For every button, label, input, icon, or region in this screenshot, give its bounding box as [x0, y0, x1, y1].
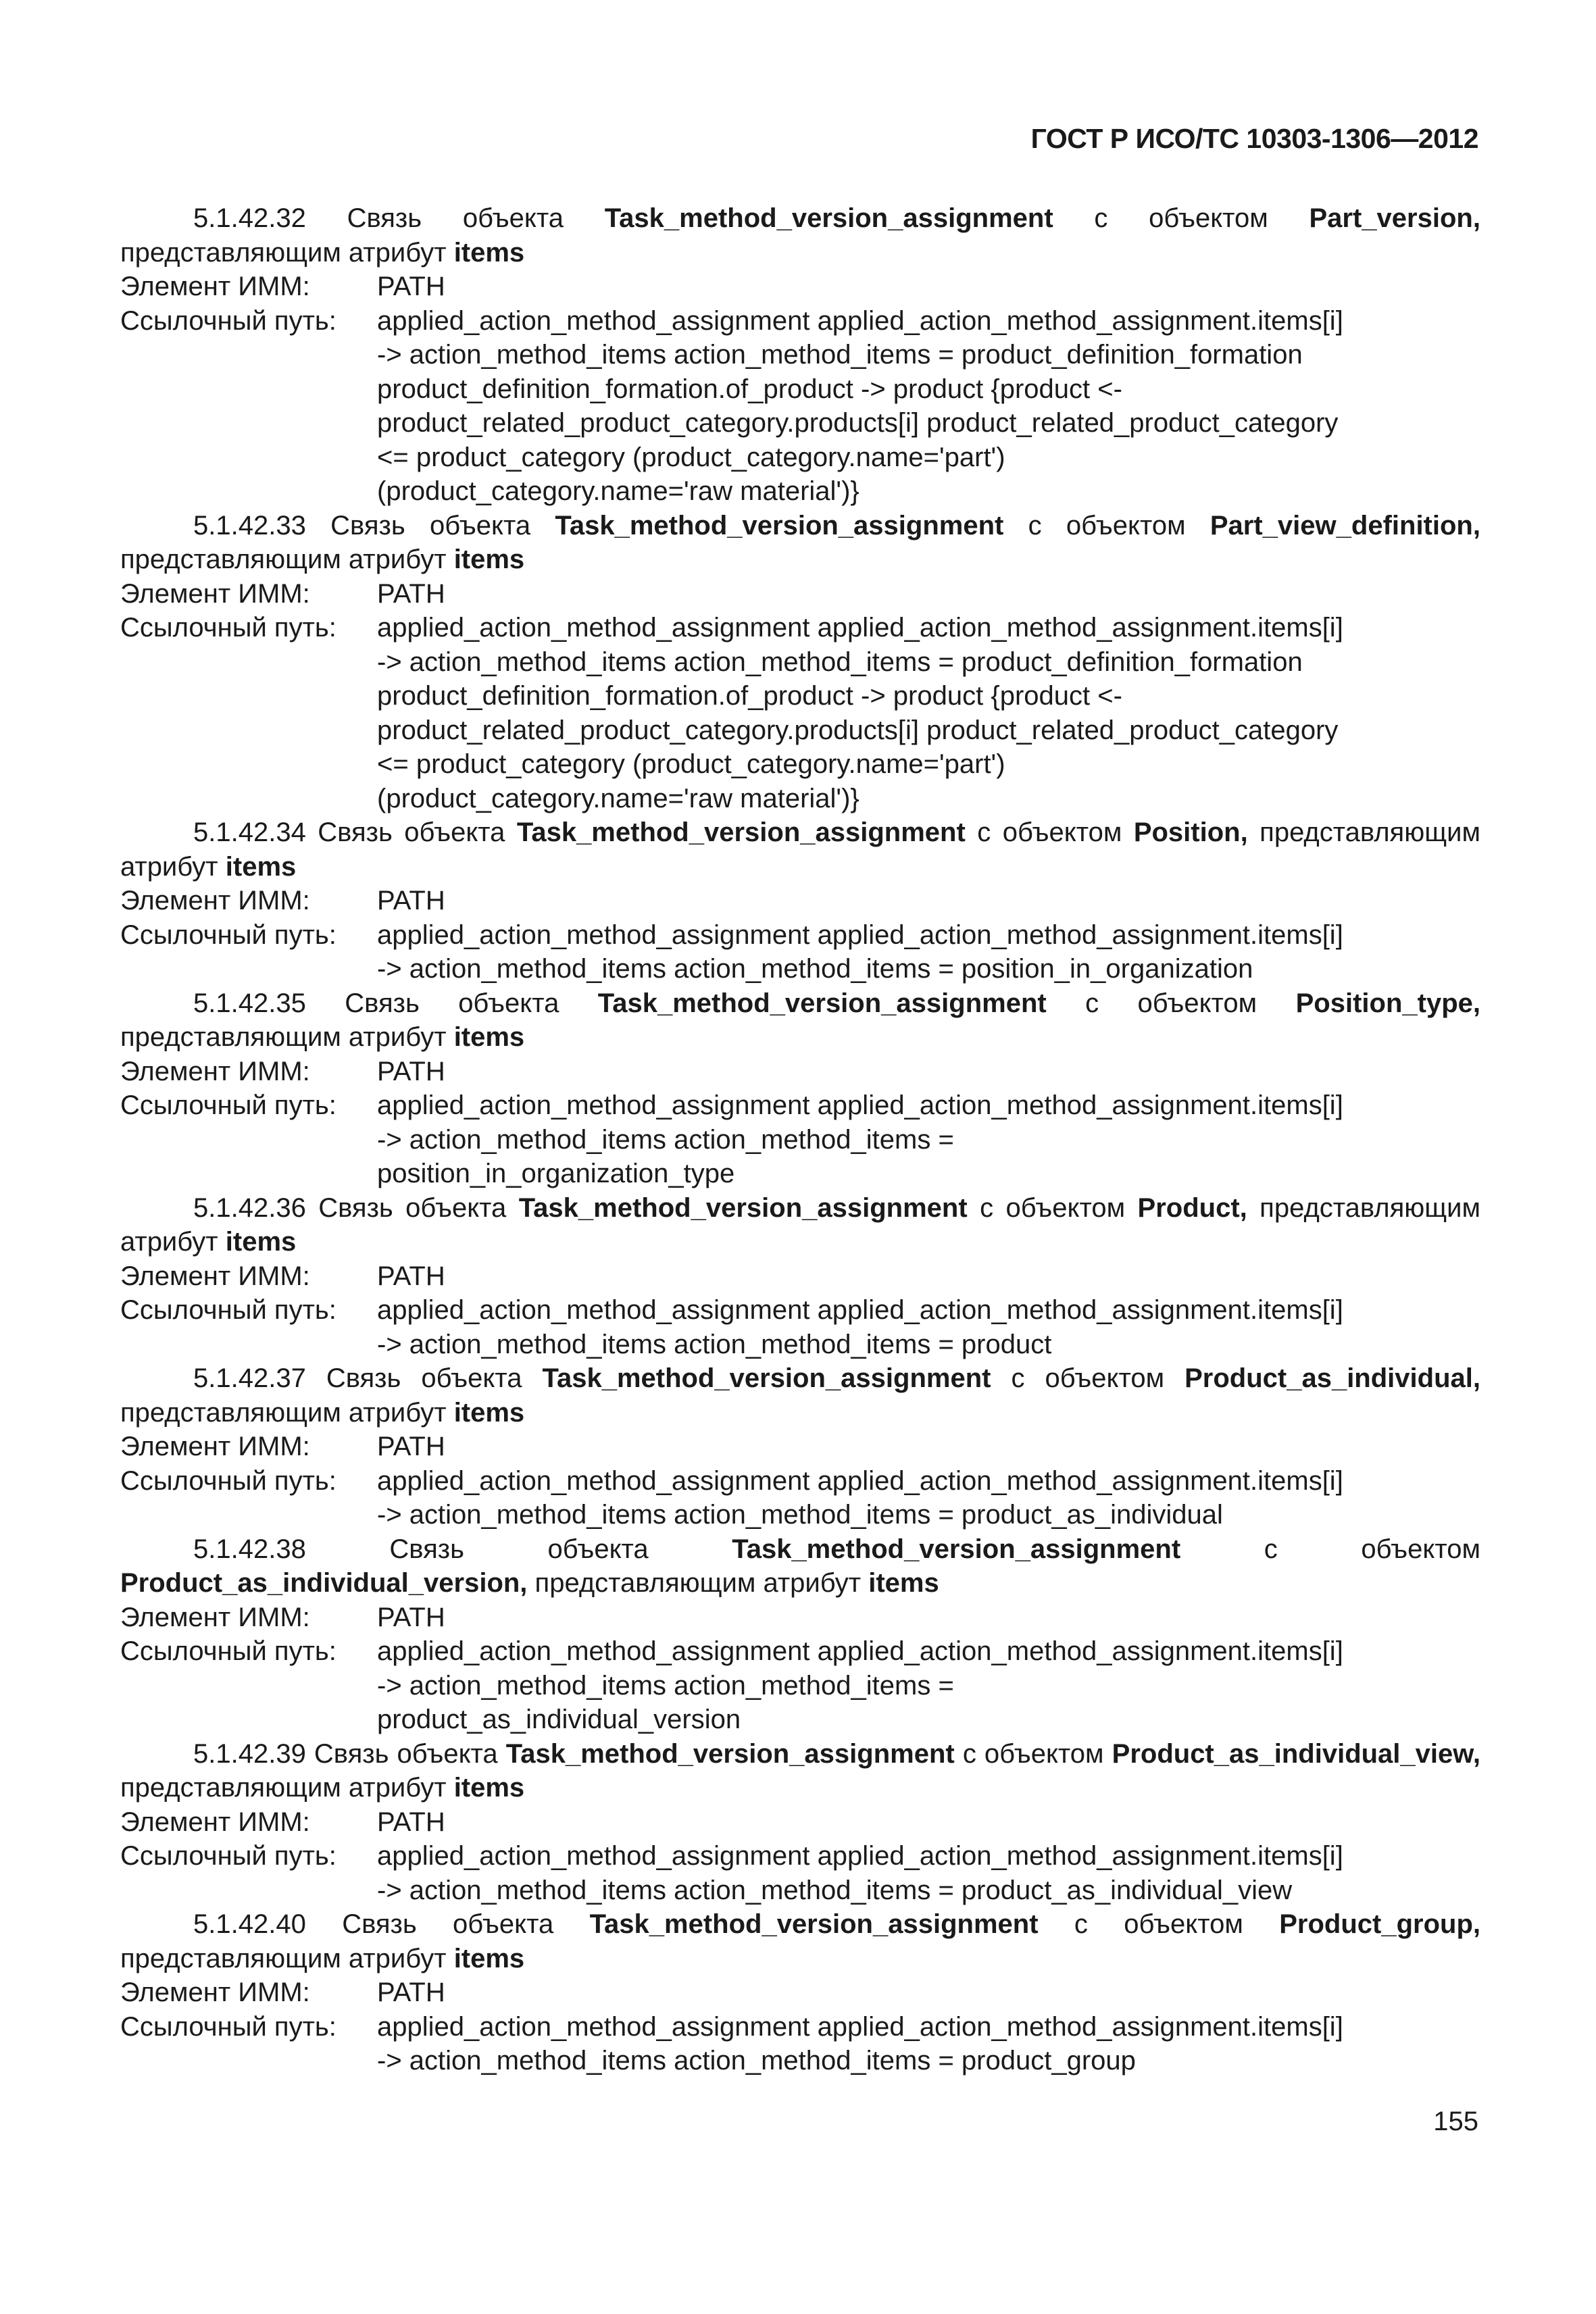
heading-text: с объектом: [1074, 1909, 1243, 1939]
attribute-name: items: [868, 1568, 939, 1598]
reference-path-value: [377, 304, 1480, 509]
section-number: 5.1.42.40: [193, 1909, 306, 1939]
section-5-1-42-38: [120, 1532, 1480, 1737]
section-5-1-42-34: [120, 815, 1480, 986]
document-header: ГОСТ Р ИСО/ТС 10303-1306—2012: [1030, 123, 1478, 154]
section-heading: [120, 1737, 1480, 1805]
heading-text: с объектом: [1011, 1363, 1165, 1393]
reference-path-row: [120, 2010, 1480, 2078]
section-number: 5.1.42.37: [193, 1363, 306, 1393]
heading-text: представляющим атрибут: [120, 1022, 447, 1052]
target-entity-name: Product_as_individual,: [1184, 1363, 1480, 1393]
section-heading: [120, 1191, 1480, 1259]
section-number: 5.1.42.35: [193, 988, 306, 1018]
path-line: applied_action_method_assignment applied_action_method_assignment.items[i]: [377, 1295, 1343, 1325]
heading-text: с объектом: [1028, 510, 1186, 540]
section-number: 5.1.42.34: [193, 818, 306, 847]
section-number: 5.1.42.38: [193, 1534, 306, 1564]
element-label: Элемент ИММ:: [120, 886, 310, 915]
element-row: [120, 1601, 1480, 1635]
path-line: -> action_method_items action_method_items =: [377, 1670, 954, 1701]
path-line: (product_category.name='raw material')}: [377, 476, 859, 506]
path-line: position_in_organization_type: [377, 1159, 735, 1188]
path-line: applied_action_method_assignment applied_action_method_assignment.items[i]: [377, 2011, 1343, 2042]
section-5-1-42-32: [120, 201, 1480, 509]
element-value: PATH: [377, 578, 445, 609]
section-heading: [120, 201, 1480, 270]
heading-text: с объектом: [962, 1738, 1104, 1769]
element-value: PATH: [377, 272, 445, 301]
element-label: Элемент ИММ:: [120, 1056, 310, 1086]
heading-text: представляющим атрибут: [120, 545, 447, 574]
heading-text: представляющим атрибут: [120, 1773, 447, 1803]
reference-path-row: [120, 1088, 1480, 1191]
section-number: 5.1.42.39: [193, 1738, 306, 1769]
target-entity-name: Product,: [1137, 1192, 1247, 1223]
reference-path-value: [377, 1464, 1480, 1532]
attribute-name: items: [225, 851, 297, 882]
attribute-name: items: [453, 1022, 525, 1052]
element-row: [120, 884, 1480, 918]
heading-text: Связь объекта: [318, 818, 505, 847]
reference-path-row: [120, 1464, 1480, 1532]
reference-path-value: [377, 918, 1480, 986]
attribute-name: items: [453, 1397, 525, 1428]
section-number: 5.1.42.36: [193, 1192, 306, 1223]
reference-path-value: [377, 611, 1480, 815]
path-line: product_definition_formation.of_product -> product {product <-: [377, 681, 1122, 711]
attribute-name: items: [453, 1773, 525, 1803]
section-number: 5.1.42.33: [193, 510, 306, 540]
entity-name: Task_method_version_assignment: [597, 988, 1047, 1018]
path-line: -> action_method_items action_method_items = product: [377, 1329, 1052, 1359]
entity-name: Task_method_version_assignment: [505, 1738, 955, 1769]
path-line: product_related_product_category.products[i] product_related_product_category: [377, 715, 1339, 745]
heading-text: с объектом: [1094, 203, 1268, 233]
reference-path-value: [377, 1088, 1480, 1191]
heading-text: представляющим атрибут: [120, 1192, 1480, 1257]
reference-path-label: Ссылочный путь:: [120, 1465, 336, 1496]
heading-text: представляющим атрибут: [534, 1568, 862, 1598]
element-value: PATH: [377, 1432, 445, 1461]
entity-name: Task_method_version_assignment: [589, 1909, 1039, 1939]
section-5-1-42-35: [120, 986, 1480, 1191]
reference-path-row: [120, 611, 1480, 815]
element-value: PATH: [377, 1807, 445, 1837]
target-entity-name: Product_group,: [1279, 1909, 1481, 1939]
path-line: product_related_product_category.products[i] product_related_product_category: [377, 408, 1339, 438]
reference-path-value: [377, 1839, 1480, 1907]
reference-path-row: [120, 304, 1480, 509]
element-value: PATH: [377, 1978, 445, 2007]
target-entity-name: Position,: [1133, 818, 1248, 847]
reference-path-label: Ссылочный путь:: [120, 1090, 336, 1120]
section-5-1-42-40: [120, 1907, 1480, 2078]
sections-list: [120, 201, 1480, 2078]
entity-name: Task_method_version_assignment: [555, 510, 1004, 540]
path-line: (product_category.name='raw material')}: [377, 783, 859, 813]
element-label: Элемент ИММ:: [120, 1807, 310, 1837]
reference-path-label: Ссылочный путь:: [120, 613, 336, 643]
path-line: <= product_category (product_category.name='part'): [377, 442, 1005, 472]
element-row: [120, 577, 1480, 611]
section-heading: [120, 1907, 1480, 1976]
heading-text: Связь объекта: [345, 988, 559, 1018]
entity-name: Task_method_version_assignment: [542, 1363, 991, 1393]
section-5-1-42-37: [120, 1361, 1480, 1532]
heading-text: представляющим атрибут: [120, 1397, 447, 1428]
reference-path-label: Ссылочный путь:: [120, 1841, 336, 1871]
section-heading: [120, 815, 1480, 884]
path-line: applied_action_method_assignment applied_action_method_assignment.items[i]: [377, 1636, 1343, 1666]
reference-path-row: [120, 1634, 1480, 1737]
path-line: -> action_method_items action_method_items = product_as_individual_view: [377, 1875, 1293, 1905]
path-line: -> action_method_items action_method_items = product_group: [377, 2046, 1136, 2076]
heading-text: с объектом: [1264, 1534, 1480, 1564]
section-5-1-42-36: [120, 1191, 1480, 1362]
heading-text: Связь объекта: [314, 1738, 498, 1769]
path-line: <= product_category (product_category.name='part'): [377, 749, 1005, 779]
path-line: -> action_method_items action_method_items = product_as_individual: [377, 1500, 1223, 1530]
path-line: applied_action_method_assignment applied_action_method_assignment.items[i]: [377, 1465, 1343, 1496]
path-line: -> action_method_items action_method_items = position_in_organization: [377, 954, 1253, 984]
element-label: Элемент ИММ:: [120, 1432, 310, 1461]
path-line: applied_action_method_assignment applied_action_method_assignment.items[i]: [377, 1090, 1343, 1120]
target-entity-name: Product_as_individual_version,: [120, 1568, 528, 1598]
page-number: 155: [1433, 2107, 1478, 2136]
target-entity-name: Product_as_individual_view,: [1112, 1738, 1481, 1769]
section-heading: [120, 1361, 1480, 1430]
path-line: product_definition_formation.of_product -> product {product <-: [377, 374, 1122, 404]
element-label: Элемент ИММ:: [120, 1261, 310, 1291]
entity-name: Task_method_version_assignment: [516, 818, 966, 847]
reference-path-value: [377, 2010, 1480, 2078]
section-5-1-42-33: [120, 509, 1480, 816]
attribute-name: items: [225, 1227, 297, 1257]
reference-path-row: [120, 1293, 1480, 1361]
element-row: [120, 1805, 1480, 1840]
section-heading: [120, 986, 1480, 1055]
entity-name: Task_method_version_assignment: [732, 1534, 1181, 1564]
heading-text: Связь объекта: [318, 1192, 507, 1223]
element-row: [120, 1976, 1480, 2010]
heading-text: представляющим атрибут: [120, 237, 447, 268]
element-value: PATH: [377, 1261, 445, 1291]
path-line: applied_action_method_assignment applied_action_method_assignment.items[i]: [377, 920, 1343, 950]
heading-text: Связь объекта: [389, 1534, 649, 1564]
section-5-1-42-39: [120, 1737, 1480, 1908]
heading-text: с объектом: [977, 818, 1122, 847]
target-entity-name: Part_view_definition,: [1210, 510, 1480, 540]
heading-text: с объектом: [1085, 988, 1257, 1018]
section-number: 5.1.42.32: [193, 203, 306, 233]
element-label: Элемент ИММ:: [120, 272, 310, 301]
element-value: PATH: [377, 1602, 445, 1632]
reference-path-label: Ссылочный путь:: [120, 1295, 336, 1325]
path-line: applied_action_method_assignment applied_action_method_assignment.items[i]: [377, 305, 1343, 336]
heading-text: с объектом: [980, 1192, 1126, 1223]
reference-path-value: [377, 1634, 1480, 1737]
entity-name: Task_method_version_assignment: [518, 1192, 968, 1223]
heading-text: представляющим атрибут: [120, 1943, 447, 1973]
element-label: Элемент ИММ:: [120, 1978, 310, 2007]
section-heading: [120, 509, 1480, 577]
attribute-name: items: [453, 545, 525, 574]
entity-name: Task_method_version_assignment: [604, 203, 1053, 233]
path-line: -> action_method_items action_method_items = product_definition_formation: [377, 340, 1303, 370]
element-value: PATH: [377, 886, 445, 915]
attribute-name: items: [453, 1943, 525, 1973]
path-line: applied_action_method_assignment applied_action_method_assignment.items[i]: [377, 613, 1343, 643]
path-line: -> action_method_items action_method_items =: [377, 1124, 954, 1155]
element-row: [120, 270, 1480, 304]
heading-text: представляющим атрибут: [120, 818, 1480, 882]
reference-path-value: [377, 1293, 1480, 1361]
element-row: [120, 1430, 1480, 1464]
heading-text: Связь объекта: [347, 203, 564, 233]
reference-path-label: Ссылочный путь:: [120, 2011, 336, 2042]
section-heading: [120, 1532, 1480, 1601]
reference-path-row: [120, 1839, 1480, 1907]
heading-text: Связь объекта: [330, 510, 531, 540]
attribute-name: items: [453, 237, 525, 268]
element-row: [120, 1259, 1480, 1294]
heading-text: Связь объекта: [342, 1909, 554, 1939]
path-line: applied_action_method_assignment applied_action_method_assignment.items[i]: [377, 1841, 1343, 1871]
document-body: [120, 201, 1480, 2078]
reference-path-label: Ссылочный путь:: [120, 920, 336, 950]
path-line: -> action_method_items action_method_items = product_definition_formation: [377, 647, 1303, 677]
element-row: [120, 1055, 1480, 1089]
target-entity-name: Part_version,: [1309, 203, 1480, 233]
reference-path-label: Ссылочный путь:: [120, 305, 336, 336]
reference-path-row: [120, 918, 1480, 986]
element-value: PATH: [377, 1056, 445, 1086]
path-line: product_as_individual_version: [377, 1705, 741, 1734]
heading-text: Связь объекта: [326, 1363, 522, 1393]
target-entity-name: Position_type,: [1295, 988, 1480, 1018]
reference-path-label: Ссылочный путь:: [120, 1636, 336, 1666]
element-label: Элемент ИММ:: [120, 1602, 310, 1632]
element-label: Элемент ИММ:: [120, 578, 310, 609]
